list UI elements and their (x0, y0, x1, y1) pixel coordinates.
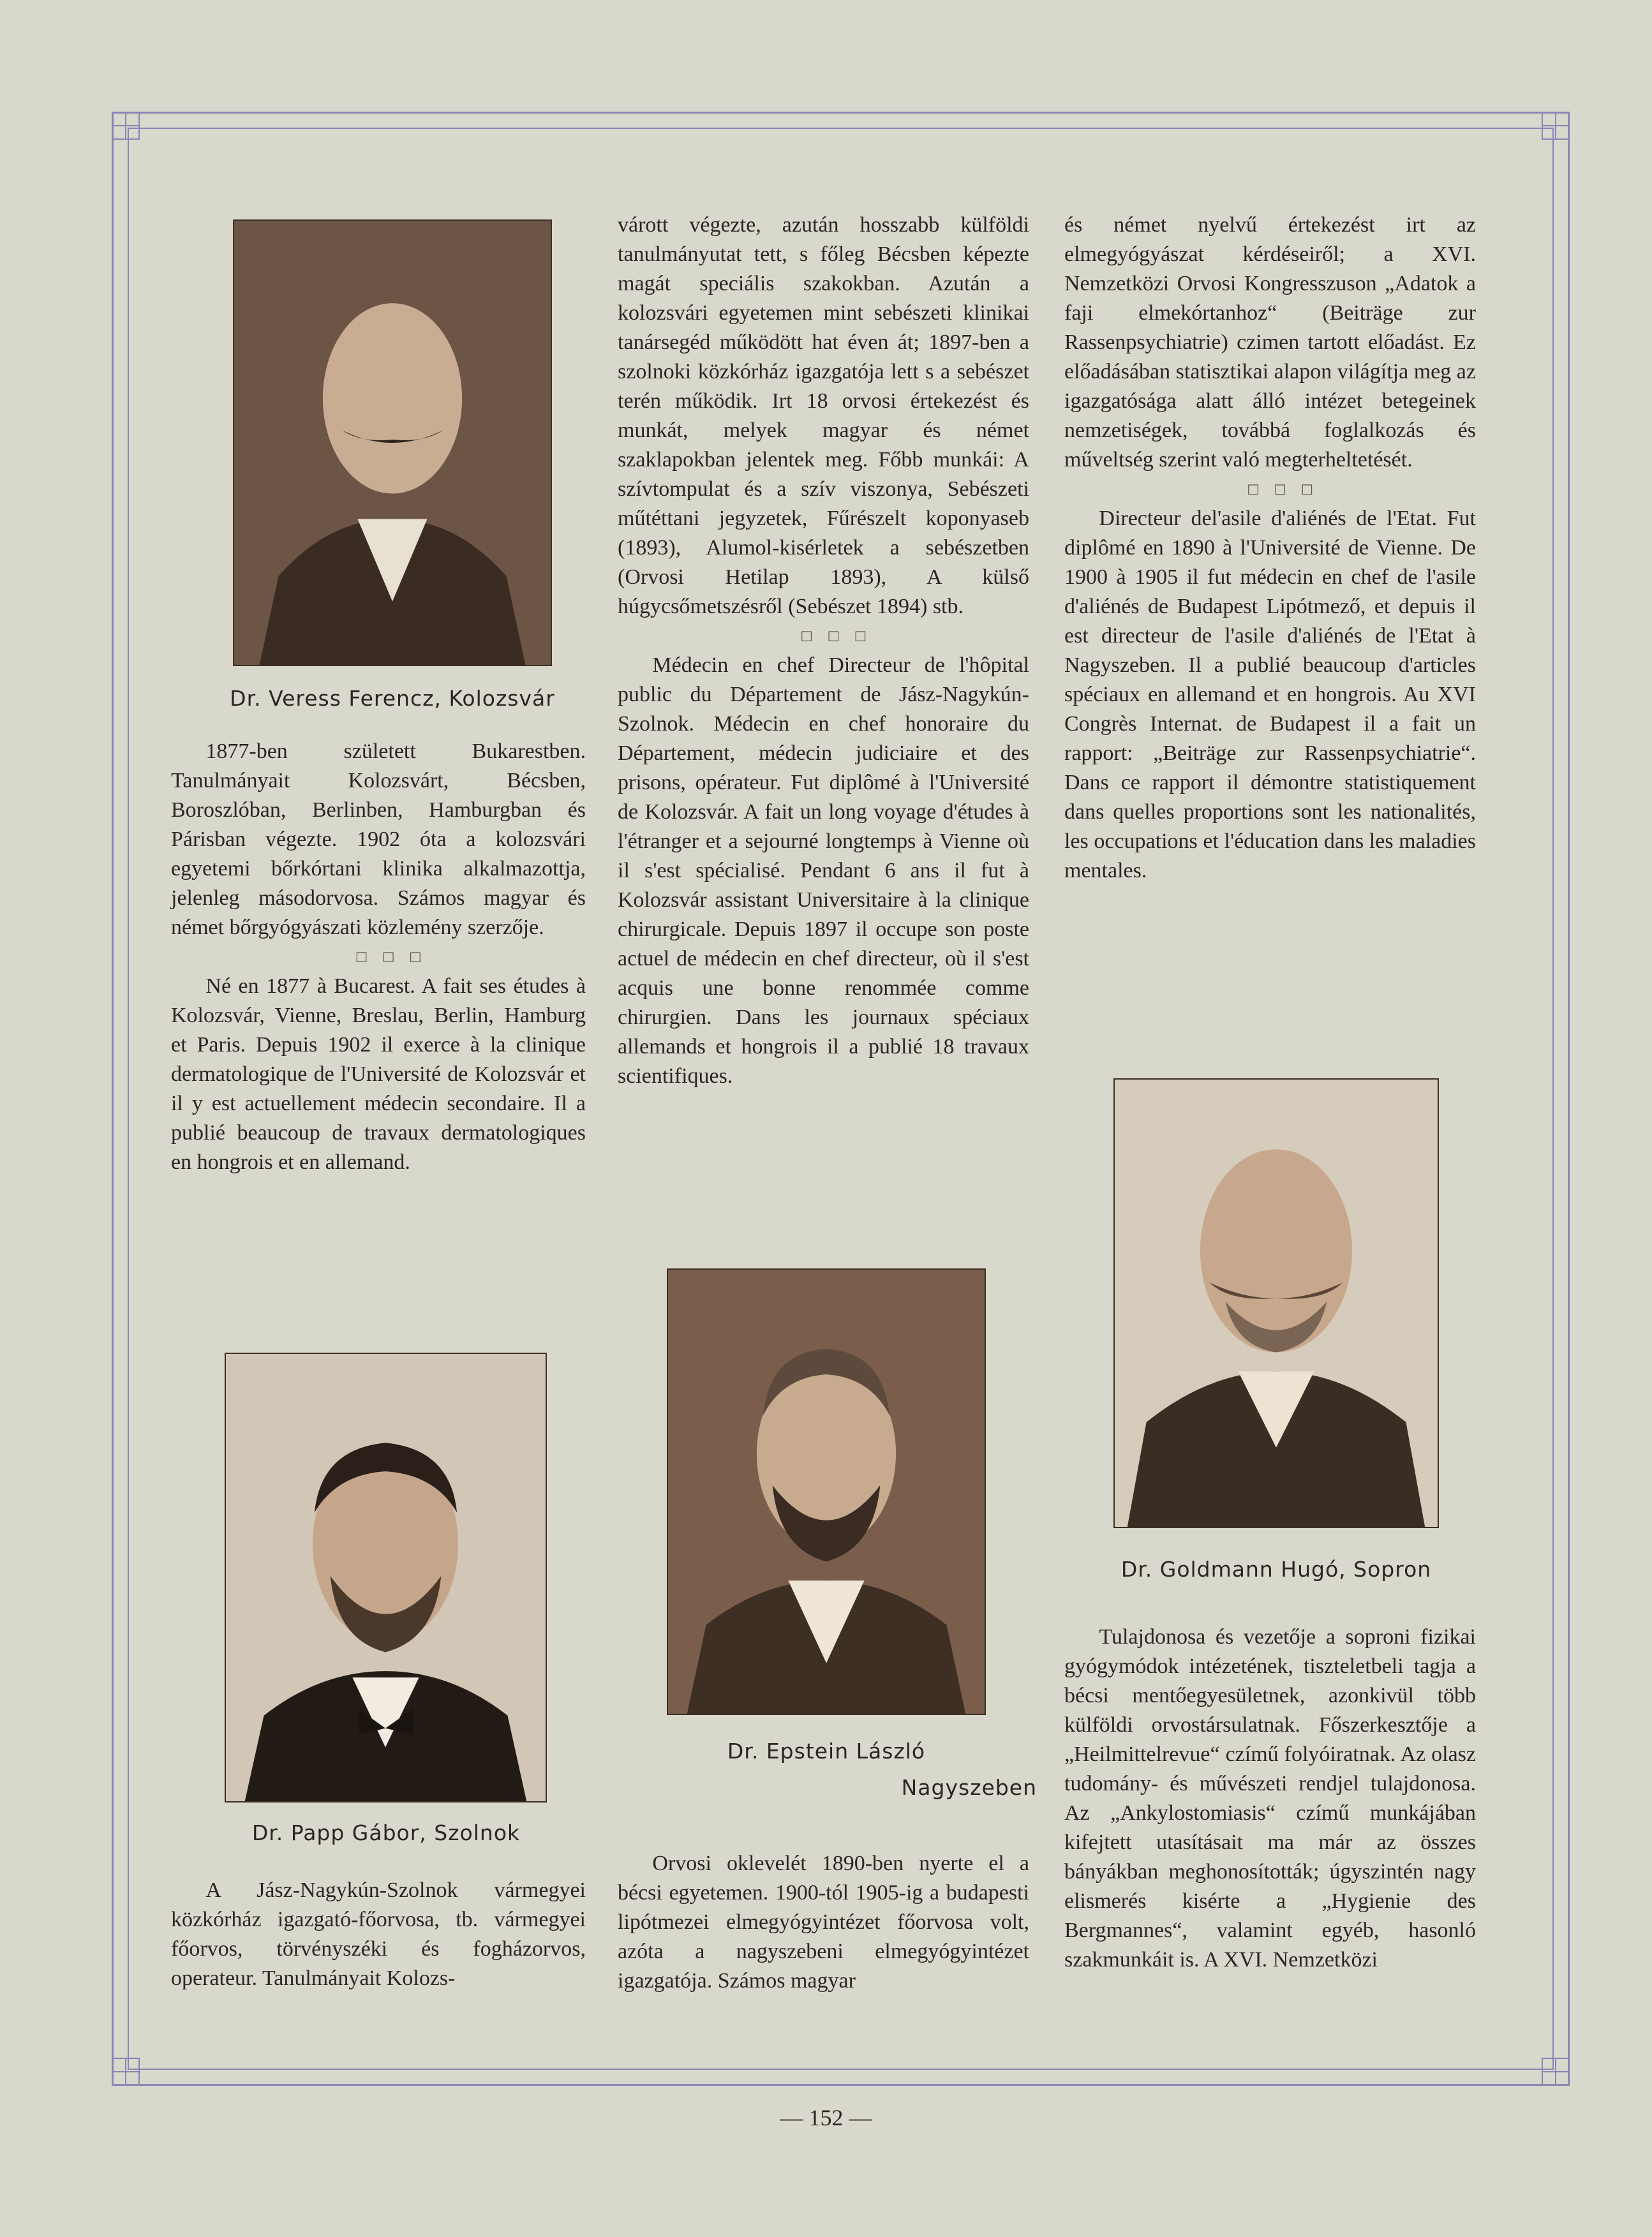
portrait-epstein (667, 1268, 986, 1715)
veress-bio-french: Né en 1877 à Bucarest. A fait ses études à Kolozsvár, Vienne, Breslau, Berlin, Hamburg et Paris. Depuis 1902 il exerce à la clinique dermatologique de l'Université de Kolozsvár et il y est actuellement médecin secondaire. Il a publié beaucoup de travaux dermatologiques en hongrois et en allemand. (171, 974, 586, 1174)
goldmann-bio-hungarian: Tulajdonosa és vezetője a soproni fizikai gyógymódok intézetének, tiszteletbeli tagja a bécsi mentőegyesületnek, azonkivül több külföldi orvostársulatnak. Főszerkesztője a „Heilmittelrevue“ czímű folyóiratnak. Az olasz tudomány- és művészeti rendjel tulajdonosa. Az „Ankylostomiasis“ czímű munkájában kifejtett utasításait ma már az összes bányákban meghonosították; úgyszintén nagy elismerés kisérte a „Hygienie des Bergmannes“, valamint egyéb, hasonló szakmunkáit is. A XVI. Nemzetközi (1064, 1625, 1476, 1972)
veress-bio-hungarian: 1877-ben született Bukarestben. Tanulmányait Kolozsvárt, Bécsben, Boroszlóban, Berlinben, Hamburgban és Párisban végezte. 1902 óta a kolozsvári egyetemi bőrkórtani klinika alkalmazottja, jelenleg másodorvosa. Számos magyar és német bőrgyógyászati közlemény szerzője. (171, 739, 586, 939)
papp-bio-hungarian-cont: várott végezte, azután hosszabb külföldi tanulmányutat tett, s főleg Bécsben képezte magát speciális szakokban. Azután a kolozsvári egyetemen mint sebészeti klinikai tanársegéd működött hat éven át; 1897-ben a szolnoki közkórház igazgatója lett s a sebészet terén működik. Irt 18 orvosi értekezést és munkát, melyek magyar és német szaklapokban jelentek meg. Főbb munkái: A szívtompulat és a szív viszonya, Sebészeti műtéttani jegyzetek, Fűrészelt koponyaseb (1893), Alumol-kisérletek a sebészetben (Orvosi Hetilap 1893), A külső húgycsőmetszésről (Sebészet 1894) stb. (618, 213, 1029, 618)
caption-epstein: Dr. Epstein László (727, 1739, 926, 1764)
corner-ornament-top-right (1542, 112, 1570, 140)
column-2-text (618, 211, 1029, 1091)
caption-epstein-location: Nagyszeben (901, 1775, 1037, 1800)
portrait-veress (233, 219, 552, 666)
section-separator: □ □ □ (356, 948, 427, 966)
column-1-text (171, 737, 586, 1177)
column-2-text-bottom (618, 1849, 1029, 1996)
epstein-bio-hungarian-start: Orvosi oklevelét 1890-ben nyerte el a bécsi egyetemen. 1900-tól 1905-ig a budapesti lipótmezei elmegyógyintézet főorvosa volt, azóta a nagyszebeni elmegyógyintézet igazgatója. Számos magyar (618, 1852, 1029, 1993)
column-3-text-bottom (1064, 1623, 1476, 1975)
portrait-goldmann (1113, 1078, 1439, 1528)
column-3-text (1064, 211, 1476, 886)
corner-ornament-bottom-left (112, 2058, 140, 2086)
corner-ornament-top-left (112, 112, 140, 140)
page-number: — 152 — (780, 2105, 872, 2130)
portrait-papp (225, 1353, 547, 1802)
papp-bio-hungarian-start: A Jász-Nagykún-Szolnok vármegyei közkórház igazgató-főorvosa, tb. vármegyei főorvos, törvényszéki és fogházorvos, operateur. Tanulmányait Kolozs- (171, 1878, 586, 1990)
corner-ornament-bottom-right (1542, 2058, 1570, 2086)
papp-bio-french: Médecin en chef Directeur de l'hôpital public du Département de Jász-Nagykún-Szolnok. Médecin en chef honoraire du Département, médecin judiciaire et des prisons, opérateur. Fut diplômé à l'Université de Kolozsvár. A fait un long voyage d'études à l'étranger et a sejourné longtemps à Vienne où il s'est spécialisé. Pendant 6 ans il fut à Kolozsvár assistant Universitaire à la clinique chirurgicale. Depuis 1897 il occupe son poste actuel de médecin en chef directeur, où il s'est acquis une bonne renommée comme chirurgien. Dans les journaux spéciaux allemands et hongrois il a publié 18 travaux scientifiques. (618, 653, 1029, 1088)
section-separator: □ □ □ (801, 627, 872, 645)
column-1-text-bottom (171, 1876, 586, 1993)
section-separator: □ □ □ (1248, 480, 1319, 498)
caption-papp: Dr. Papp Gábor, Szolnok (251, 1820, 521, 1845)
epstein-bio-french: Directeur del'asile d'aliénés de l'Etat. Fut diplômé en 1890 à l'Université de Vienne. De 1900 à 1905 il fut médecin en chef de l'asile d'aliénés de Budapest Lipótmező, et depuis il est directeur de l'asile d'aliénés de l'Etat à Nagyszeben. Il a publié beaucoup d'articles spéciaux en allemand et en hongrois. Au XVI Congrès Internat. de Budapest il a fait un rapport: „Beiträge zur Rassenpsychiatrie“. Dans ce rapport il démontre statistiquement dans quelles proportions sont les nationalités, les occupations et l'éducation dans les maladies mentales. (1064, 507, 1476, 882)
caption-goldmann: Dr. Goldmann Hugó, Sopron (1120, 1557, 1432, 1582)
epstein-bio-hungarian-cont: és német nyelvű értekezést irt az elmegyógyászat kérdéseiről; a XVI. Nemzetközi Orvosi Kongresszuson „Adatok a faji elmekórtanhoz“ (Beiträge zur Rassenpsychiatrie) czimen tartott előadást. Ez előadásában statisztikai alapon világítja meg az igazgatósága alatt álló intézet betegeinek nemzetiségek, továbbá foglalkozás és műveltség szerint való megterheltetését. (1064, 213, 1476, 472)
caption-veress: Dr. Veress Ferencz, Kolozsvár (230, 686, 555, 711)
